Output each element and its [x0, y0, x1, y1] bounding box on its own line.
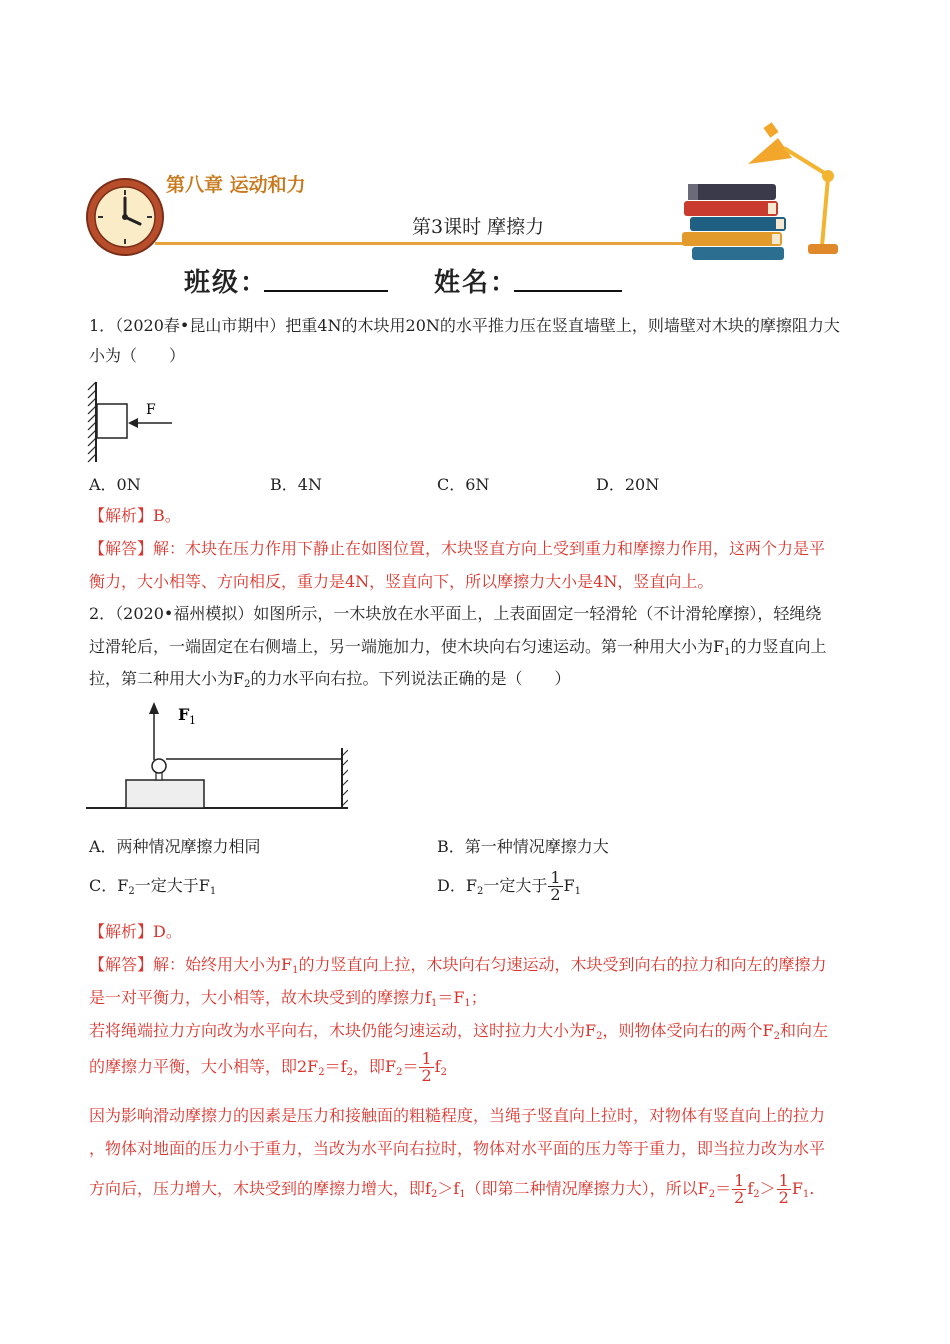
lesson-title: 第3课时 摩擦力: [412, 216, 545, 238]
chapter-title: 第八章 运动和力: [166, 174, 306, 196]
q1-option-d[interactable]: D．20N: [596, 475, 660, 494]
q2-option-d[interactable]: D．$F_2$一定大于 $\frac{1}{2}$ $F_1$: [437, 868, 581, 904]
q1-option-a[interactable]: A．0N: [89, 475, 141, 494]
q2-option-b[interactable]: B．第一种情况摩擦力大: [437, 837, 609, 856]
q2-answer-line4: 的摩擦力平衡，大小相等，即$2F_2=f_2$，即$F_2=$ $\frac{1}{2}$ $f_2$: [89, 1049, 447, 1085]
fraction-one-half: $\frac{1}{2}$: [421, 1049, 432, 1085]
q2-stem-line1: 2．（2020•福州模拟）如图所示，一木块放在水平面上，上表面固定一轻滑轮（不计滑轮摩擦），轻绳绕: [89, 604, 822, 623]
q2-answer-line5: 因为影响滑动摩擦力的因素是压力和接触面的粗糙程度，当绳子竖直向上拉时，对物体有竖直向上的拉力: [89, 1106, 826, 1125]
q1-stem-line1: 1．（2020春•昆山市期中）把重4N的木块用20N的水平推力压在竖直墙壁上，则墙壁对木块的摩擦阻力大: [89, 316, 840, 335]
q1-analysis: 【解析】B。: [89, 506, 181, 525]
q2-answer-line3: 若将绳端拉力方向改为水平向右，木块仍能匀速运动，这时拉力大小为$F_2$，则物体受向右的两个$F_2$和向左: [89, 1021, 828, 1042]
q2-answer-line2: 是一对平衡力，大小相等，故木块受到的摩擦力$f_1=F_1$；: [89, 988, 487, 1009]
header: [0, 0, 950, 300]
q2-option-a[interactable]: A．两种情况摩擦力相同: [89, 837, 261, 856]
q2-answer-line6: ，物体对地面的压力小于重力，当改为水平向右拉时，物体对水平面的压力等于重力，即当拉力改为水平: [89, 1139, 826, 1158]
name-label: 姓名：: [434, 268, 519, 298]
q1-option-b[interactable]: B．4N: [270, 475, 322, 494]
header-rule: [155, 242, 770, 245]
fraction-one-half: $\frac{1}{2}$: [734, 1171, 745, 1207]
fraction-one-half: $\frac{1}{2}$: [778, 1171, 789, 1207]
q2-force-label: F: [178, 705, 190, 724]
q2-answer-line7: 方向后，压力增大，木块受到的摩擦力增大，即$f_2>f_1$（即第二种情况摩擦力大），所以$F_2=$ $\frac{1}{2}$ $f_2>$ $\frac{1}{2}$ $F_1$.: [89, 1171, 815, 1207]
q1-answer-line1: 【解答】解：木块在压力作用下静止在如图位置，木块竖直方向上受到重力和摩擦力作用，这两个力是平: [89, 539, 826, 558]
fraction-one-half: $\frac{1}{2}$: [550, 868, 561, 904]
class-label: 班级：: [184, 268, 269, 298]
q1-force-label: F: [146, 402, 156, 418]
q2-figure: [86, 698, 348, 818]
q2-force-label-sub: 1: [189, 714, 196, 727]
q2-answer-line1: 【解答】解：始终用大小为$F_1$的力竖直向上拉，木块向右匀速运动，木块受到向右的拉力和向左的摩擦力: [89, 955, 827, 976]
q2-stem-line3: 拉，第二种用大小为$F_2$的力水平向右拉。下列说法正确的是（ ）: [89, 669, 571, 690]
q1-figure: [86, 380, 186, 466]
q2-stem-line2: 过滑轮后，一端固定在右侧墙上，另一端施加力，使木块向右匀速运动。第一种用大小为$F_1$的力竖直向上: [89, 637, 827, 658]
q1-answer-line2: 衡力，大小相等、方向相反，重力是4N，竖直向下，所以摩擦力大小是4N，竖直向上。: [89, 572, 714, 591]
q2-option-c[interactable]: C．$F_2$一定大于$F_1$: [89, 876, 217, 897]
q2-analysis: 【解析】D。: [89, 922, 182, 941]
q1-option-c[interactable]: C．6N: [437, 475, 490, 494]
clock-icon: [84, 176, 166, 258]
desk-lamp-icon: [740, 118, 850, 258]
q1-stem-line2: 小为（ ）: [89, 346, 186, 365]
name-blank[interactable]: [514, 290, 622, 292]
class-blank[interactable]: [264, 290, 388, 292]
